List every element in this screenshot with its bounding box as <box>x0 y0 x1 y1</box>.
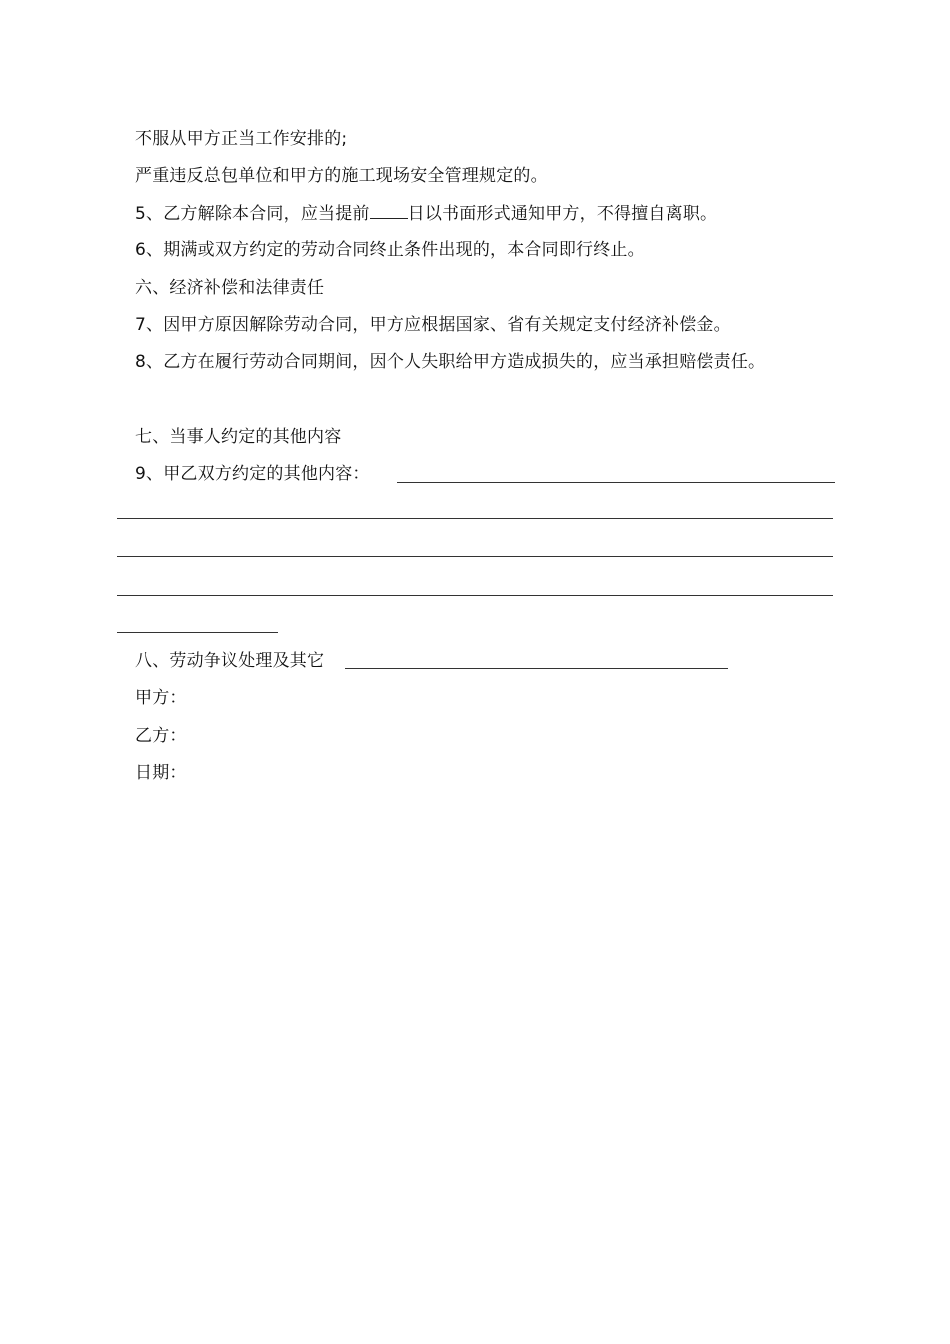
clause-5-part1: 5、乙方解除本合同，应当提前 <box>135 204 370 224</box>
clause-9-blank-line[interactable] <box>117 632 278 633</box>
clause-text: 严重违反总包单位和甲方的施工现场安全管理规定的。 <box>135 166 548 186</box>
clause-5-part2: 日以书面形式通知甲方，不得擅自离职。 <box>407 204 718 224</box>
clause-7: 7、因甲方原因解除劳动合同，甲方应根据国家、省有关规定支付经济补偿金。 <box>135 315 731 335</box>
section-heading: 八、劳动争议处理及其它 <box>135 651 325 671</box>
clause-9-label: 9、甲乙双方约定的其他内容： <box>135 464 370 484</box>
days-blank[interactable] <box>370 202 408 219</box>
clause-5 <box>135 202 717 225</box>
party-a-label: 甲方： <box>135 688 187 708</box>
clause-9-blank-line[interactable] <box>117 556 833 557</box>
section-heading: 七、当事人约定的其他内容 <box>135 427 342 447</box>
clause-8: 8、乙方在履行劳动合同期间，因个人失职给甲方造成损失的，应当承担赔偿责任。 <box>135 352 766 372</box>
dispute-blank-line[interactable] <box>345 668 728 669</box>
clause-9-blank-line[interactable] <box>397 482 835 483</box>
clause-6: 6、期满或双方约定的劳动合同终止条件出现的，本合同即行终止。 <box>135 240 645 260</box>
clause-9-blank-line[interactable] <box>117 518 833 519</box>
section-heading: 六、经济补偿和法律责任 <box>135 278 325 298</box>
clause-text: 不服从甲方正当工作安排的; <box>135 129 348 149</box>
clause-9-blank-line[interactable] <box>117 595 833 596</box>
party-b-label: 乙方： <box>135 726 187 746</box>
date-label: 日期： <box>135 763 187 783</box>
